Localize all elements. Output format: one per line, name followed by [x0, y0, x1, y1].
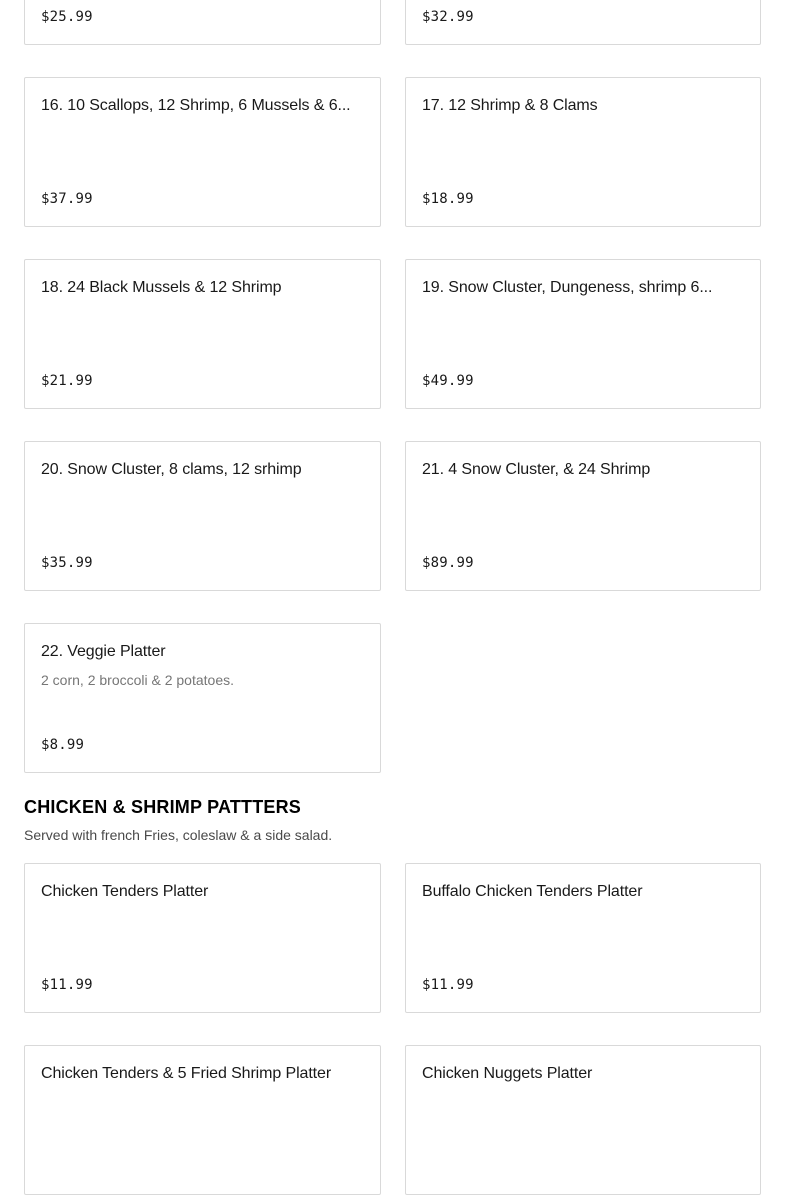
- menu-item-card[interactable]: [405, 259, 761, 409]
- item-name: 20. Snow Cluster, 8 clams, 12 srhimp: [41, 461, 302, 478]
- item-name: 22. Veggie Platter: [41, 643, 166, 660]
- item-name: Chicken Tenders Platter: [41, 883, 209, 900]
- menu-item-card[interactable]: [24, 441, 381, 591]
- item-name: Buffalo Chicken Tenders Platter: [422, 883, 643, 900]
- item-price: $37.99: [41, 191, 93, 207]
- item-name: 18. 24 Black Mussels & 12 Shrimp: [41, 279, 282, 296]
- menu-item-card[interactable]: [24, 623, 381, 773]
- item-name: 17. 12 Shrimp & 8 Clams: [422, 97, 598, 114]
- section-title: CHICKEN & SHRIMP PATTTERS: [24, 797, 302, 817]
- item-name: 16. 10 Scallops, 12 Shrimp, 6 Mussels & 6...: [41, 97, 351, 114]
- section-description: Served with french Fries, coleslaw & a side salad.: [24, 827, 333, 843]
- item-name: 19. Snow Cluster, Dungeness, shrimp 6...: [422, 279, 713, 296]
- menu-item-card[interactable]: [405, 863, 761, 1013]
- item-name: Chicken Nuggets Platter: [422, 1065, 593, 1082]
- item-price: $49.99: [422, 373, 474, 389]
- item-name: 21. 4 Snow Cluster, & 24 Shrimp: [422, 461, 651, 478]
- menu-item-card[interactable]: [24, 259, 381, 409]
- item-price: $8.99: [41, 737, 85, 753]
- item-price: $11.99: [422, 977, 474, 993]
- item-price: $18.99: [422, 191, 474, 207]
- item-name: Chicken Tenders & 5 Fried Shrimp Platter: [41, 1065, 332, 1082]
- menu-item-card[interactable]: [405, 77, 761, 227]
- menu-item-card[interactable]: [405, 1045, 761, 1195]
- menu-item-card[interactable]: [24, 0, 381, 45]
- item-description: 2 corn, 2 broccoli & 2 potatoes.: [41, 672, 234, 688]
- menu-item-card[interactable]: [24, 77, 381, 227]
- menu-item-card[interactable]: [24, 863, 381, 1013]
- menu-item-card[interactable]: [405, 441, 761, 591]
- item-price: $11.99: [41, 977, 93, 993]
- item-price: $21.99: [41, 373, 93, 389]
- item-price: $89.99: [422, 555, 474, 571]
- item-price: $25.99: [41, 9, 93, 25]
- item-price: $32.99: [422, 9, 474, 25]
- item-price: $35.99: [41, 555, 93, 571]
- menu-item-card[interactable]: [24, 1045, 381, 1195]
- menu-item-card[interactable]: [405, 0, 761, 45]
